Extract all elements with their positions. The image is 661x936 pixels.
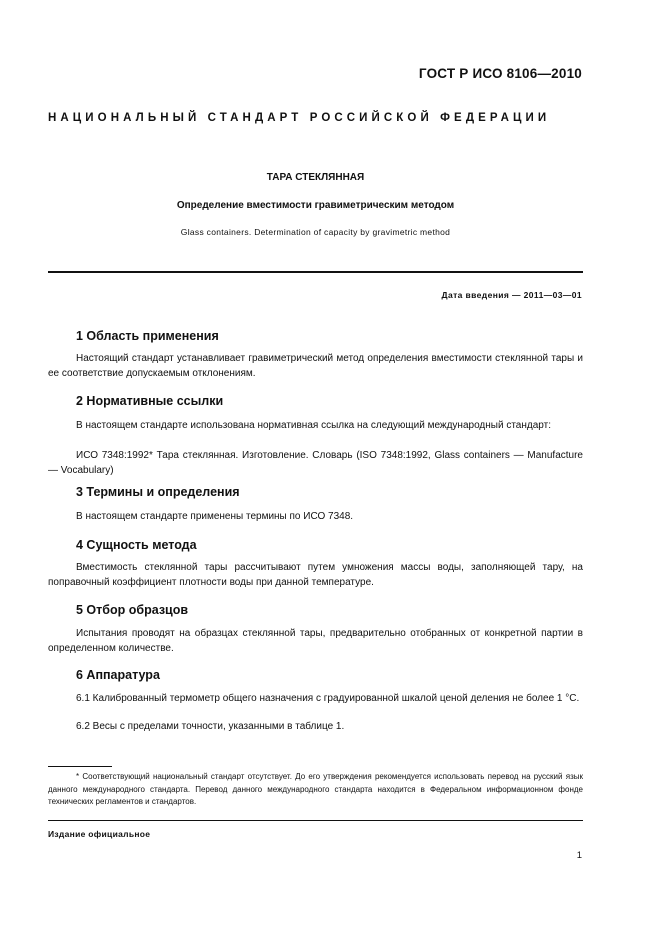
national-standard-heading: НАЦИОНАЛЬНЫЙ СТАНДАРТ РОССИЙСКОЙ ФЕДЕРАЦИИ xyxy=(48,112,551,124)
section-paragraph: 6.2 Весы с пределами точности, указанными в таблице 1. xyxy=(76,721,345,732)
section-heading: 5 Отбор образцов xyxy=(76,603,189,617)
section-paragraph: 6.1 Калиброванный термометр общего назначения с градуированной шкалой ценой деления не более 1 °С. xyxy=(76,693,580,704)
section-paragraph: Испытания проводят на образцах стеклянной тары, предварительно отобранных от конкретной партии в определенном количестве. xyxy=(48,628,583,654)
document-code: ГОСТ Р ИСО 8106—2010 xyxy=(418,66,582,81)
edition-label: Издание официальное xyxy=(48,829,151,839)
footnote: * Соответствующий национальный стандарт отсутствует. До его утверждения рекомендуется использовать перевод на русский язык данного международного стандарта. Перевод данного международного стандарта находится в Федеральном информационном фонде технических регламентов и стандартов. xyxy=(48,772,583,806)
section-heading: 2 Нормативные ссылки xyxy=(76,394,224,408)
section-paragraph: ИСО 7348:1992* Тара стеклянная. Изготовление. Словарь (ISO 7348:1992, Glass containers — Manufacture — Vocabulary) xyxy=(48,450,583,476)
section-heading: 6 Аппаратура xyxy=(76,668,160,682)
footnote-divider xyxy=(48,766,112,767)
document-title: ТАРА СТЕКЛЯННАЯ xyxy=(266,172,365,183)
section-heading: 3 Термины и определения xyxy=(76,485,240,499)
section-heading: 1 Область применения xyxy=(76,329,219,343)
section-paragraph: Вместимость стеклянной тары рассчитывают путем умножения массы воды, заполняющей тару, на поправочный коэффициент плотности воды при данной температуре. xyxy=(48,562,583,588)
section-paragraph: Настоящий стандарт устанавливает гравиметрический метод определения вместимости стеклянной тары и ее соответствие допускаемым отклонениям. xyxy=(48,353,583,379)
page-number: 1 xyxy=(576,850,582,861)
section-paragraph: В настоящем стандарте использована нормативная ссылка на следующий международный стандарт: xyxy=(76,420,551,431)
english-title: Glass containers. Determination of capacity by gravimetric method xyxy=(180,227,451,237)
introduction-date: Дата введения — 2011—03—01 xyxy=(441,290,582,300)
section-heading: 4 Сущность метода xyxy=(76,538,197,552)
top-divider xyxy=(48,271,583,273)
bottom-divider xyxy=(48,820,583,821)
section-paragraph: В настоящем стандарте применены термины по ИСО 7348. xyxy=(76,511,354,522)
document-subtitle: Определение вместимости гравиметрическим методом xyxy=(176,200,455,211)
